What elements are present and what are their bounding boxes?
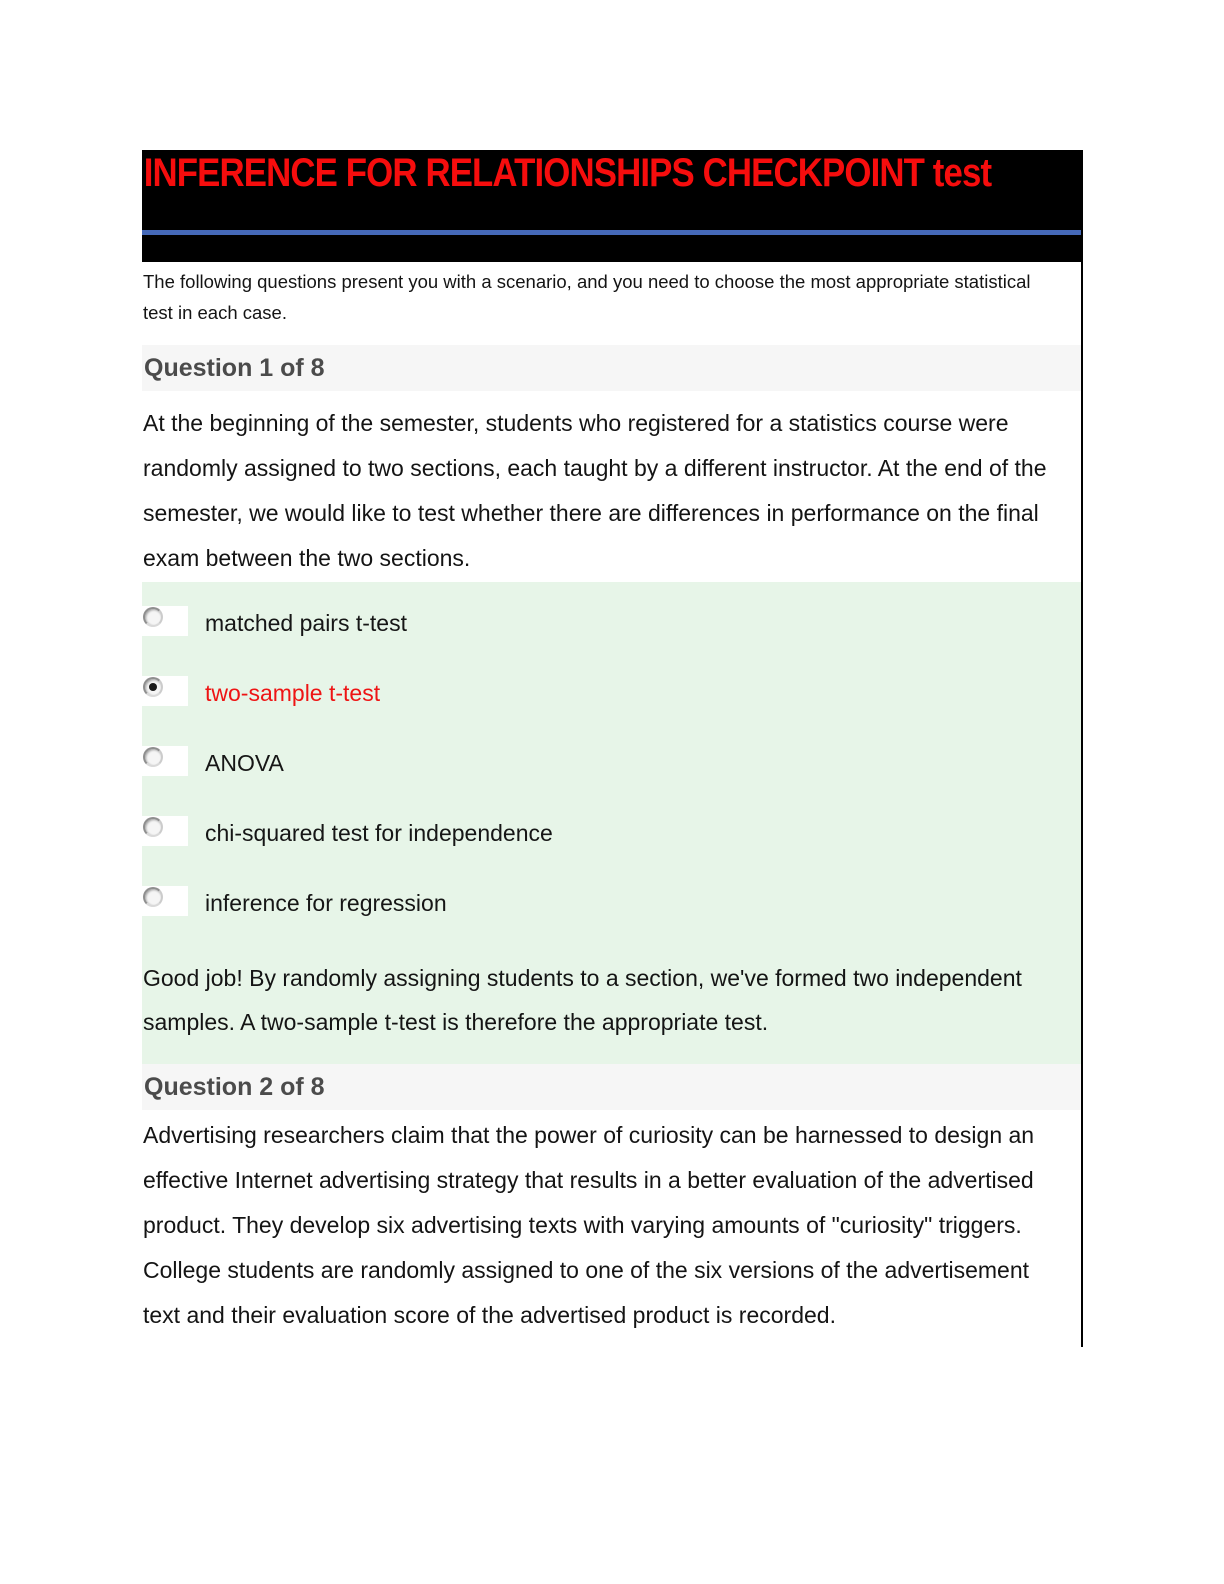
- page-title: INFERENCE FOR RELATIONSHIPS CHECKPOINT test: [143, 151, 992, 195]
- radio-box: [142, 746, 188, 776]
- option-label: inference for regression: [205, 890, 447, 916]
- option-row-matched-pairs-t-test[interactable]: [142, 606, 1081, 676]
- question1-feedback: Good job! By randomly assigning students to a section, we've formed two independent samples. A two-sample t-test is therefore the appropriate test.: [143, 965, 1022, 1035]
- question1-header: [142, 345, 1081, 391]
- option-row-anova[interactable]: [142, 746, 1081, 816]
- radio-button-icon[interactable]: [143, 817, 163, 837]
- option-label: two-sample t-test: [205, 680, 381, 706]
- option-row-two-sample-t-test[interactable]: [142, 676, 1081, 746]
- question1-text: At the beginning of the semester, students who registered for a statistics course were randomly assigned to two sections, each taught by a different instructor. At the end of the semester, we would like to test whether there are differences in performance on the final exam between the two sections.: [143, 410, 1047, 571]
- radio-button-icon[interactable]: [143, 677, 163, 697]
- option-row-inference-for-regression[interactable]: [142, 886, 1081, 956]
- radio-button-icon[interactable]: [143, 747, 163, 767]
- radio-box: [142, 886, 188, 916]
- title-bar: [142, 150, 1081, 230]
- question2-header: [142, 1064, 1081, 1110]
- quiz-document: [142, 150, 1083, 1347]
- option-label: chi-squared test for independence: [205, 820, 553, 846]
- intro-text: The following questions present you with a scenario, and you need to choose the most appropriate statistical test in each case.: [143, 271, 1031, 323]
- radio-button-icon[interactable]: [143, 607, 163, 627]
- question2-header-label: Question 2 of 8: [144, 1072, 325, 1101]
- radio-box: [142, 606, 188, 636]
- question1-options: [142, 582, 1081, 1064]
- radio-box: [142, 676, 188, 706]
- question1-header-label: Question 1 of 8: [144, 353, 325, 382]
- question2-text: Advertising researchers claim that the power of curiosity can be harnessed to design an effective Internet advertising strategy that results in a better evaluation of the advertised product. They develop six advertising texts with varying amounts of "curiosity" triggers. College students are randomly assigned to one of the six versions of the advertisement text and their evaluation score of the advertised product is recorded.: [143, 1122, 1035, 1328]
- radio-button-icon[interactable]: [143, 887, 163, 907]
- option-label: matched pairs t-test: [205, 610, 407, 636]
- black-strip: [142, 235, 1081, 262]
- option-label: ANOVA: [205, 750, 284, 776]
- radio-box: [142, 816, 188, 846]
- option-row-chi-squared-test[interactable]: [142, 816, 1081, 886]
